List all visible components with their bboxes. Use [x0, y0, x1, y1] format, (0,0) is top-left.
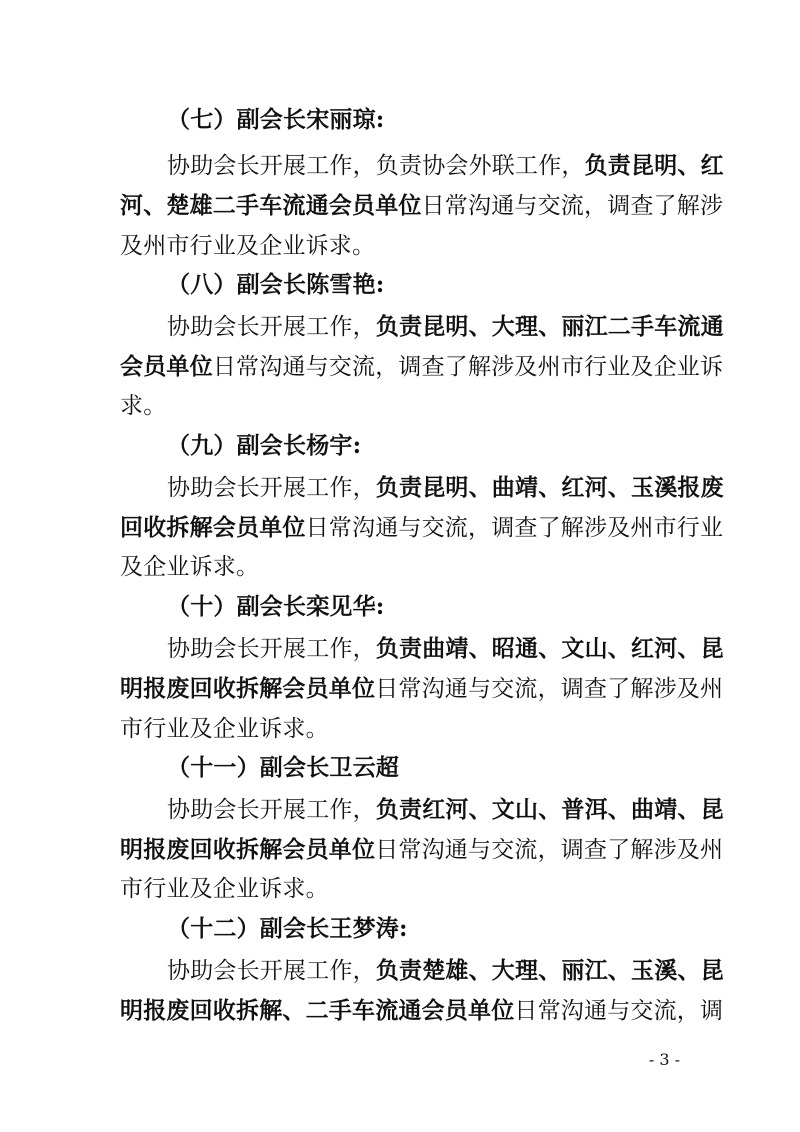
- paragraph-line: 明报废回收拆解会员单位日常沟通与交流，调查了解涉及州: [120, 675, 724, 702]
- section-heading: （八）副会长陈雪艳:: [167, 271, 385, 298]
- paragraph-line: 协助会长开展工作，负责昆明、大理、丽江二手车流通: [167, 313, 724, 340]
- paragraph-line: 市行业及企业诉求。: [120, 876, 329, 902]
- paragraph-line: 及企业诉求。: [120, 554, 260, 580]
- paragraph-line: 明报废回收拆解、二手车流通会员单位日常沟通与交流，调: [120, 997, 724, 1024]
- section-heading: （十二）副会长王梦涛:: [167, 915, 408, 942]
- paragraph-line: 市行业及企业诉求。: [120, 716, 329, 742]
- paragraph-line: 协助会长开展工作，负责协会外联工作，负责昆明、红: [167, 152, 724, 179]
- section-heading: （九）副会长杨宇:: [167, 432, 362, 459]
- section-heading: （十）副会长栾见华:: [167, 593, 385, 620]
- section-heading: （七）副会长宋丽琼:: [167, 106, 385, 133]
- section-heading: （十一）副会长卫云超: [167, 754, 399, 781]
- paragraph-line: 及州市行业及企业诉求。: [120, 233, 376, 259]
- paragraph-line: 协助会长开展工作，负责楚雄、大理、丽江、玉溪、昆: [167, 957, 724, 984]
- paragraph-line: 求。: [120, 393, 167, 419]
- paragraph-line: 协助会长开展工作，负责红河、文山、普洱、曲靖、昆: [167, 796, 724, 823]
- paragraph-line: 回收拆解会员单位日常沟通与交流，调查了解涉及州市行业: [120, 514, 724, 541]
- paragraph-line: 协助会长开展工作，负责曲靖、昭通、文山、红河、昆: [167, 635, 724, 662]
- paragraph-line: 明报废回收拆解会员单位日常沟通与交流，调查了解涉及州: [120, 836, 724, 863]
- page-number: - 3 -: [648, 1050, 680, 1069]
- paragraph-line: 河、楚雄二手车流通会员单位日常沟通与交流，调查了解涉: [120, 192, 724, 219]
- paragraph-line: 会员单位日常沟通与交流，调查了解涉及州市行业及企业诉: [120, 353, 724, 380]
- paragraph-line: 协助会长开展工作，负责昆明、曲靖、红河、玉溪报废: [167, 474, 724, 501]
